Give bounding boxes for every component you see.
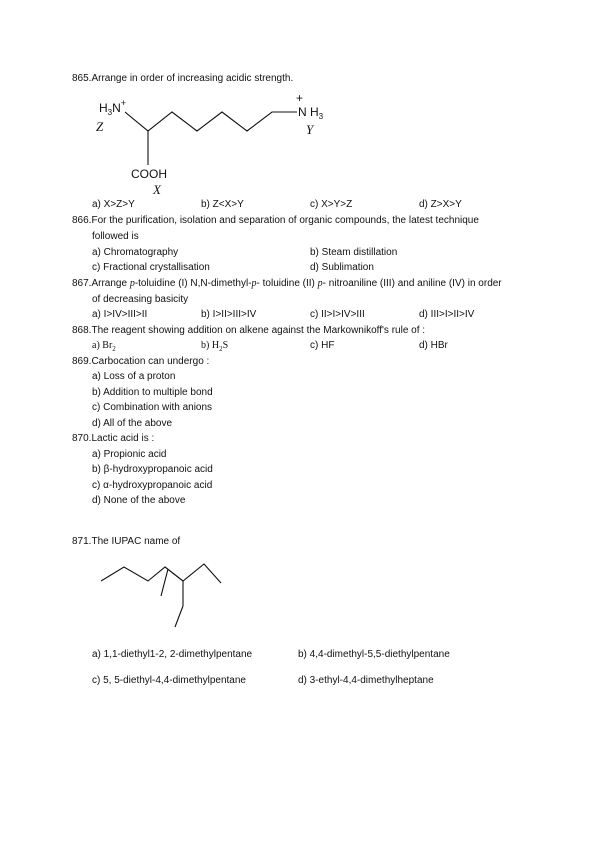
carboxyl-group: COOH bbox=[131, 167, 167, 181]
right-plus-sign: + bbox=[296, 91, 304, 105]
question-867-line1: 867.Arrange p-toluidine (I) N,N-dimethyl-p- toluidine (II) p- nitroaniline (III) and aniline (IV) in order bbox=[72, 278, 502, 289]
carbon-chain bbox=[125, 112, 297, 131]
q869-option-b[interactable]: b) Addition to multiple bond bbox=[92, 387, 213, 398]
label-z: Z bbox=[96, 119, 104, 134]
question-866-line1: 866.For the purification, isolation and separation of organic compounds, the latest technique bbox=[72, 215, 479, 226]
q870-option-b[interactable]: b) β-hydroxypropanoic acid bbox=[92, 464, 213, 475]
question-866-line2: followed is bbox=[92, 231, 139, 242]
q866-option-a[interactable]: a) Chromatography bbox=[92, 247, 179, 258]
question-869: 869.Carbocation can undergo : bbox=[72, 356, 210, 367]
right-amine-group: N $H_3$ bbox=[298, 105, 324, 121]
q871-option-c[interactable]: c) 5, 5-diethyl-4,4-dimethylpentane bbox=[92, 675, 246, 686]
label-x: X bbox=[153, 182, 161, 197]
q870-option-a[interactable]: a) Propionic acid bbox=[92, 449, 167, 460]
q869-option-a[interactable]: a) Loss of a proton bbox=[92, 371, 176, 382]
q866-option-d[interactable]: d) Sublimation bbox=[310, 262, 374, 273]
question-865: 865.Arrange in order of increasing acidic strength. bbox=[72, 73, 294, 84]
q867-option-d[interactable]: d) III>I>II>IV bbox=[419, 309, 475, 320]
q871-option-b[interactable]: b) 4,4-dimethyl-5,5-diethylpentane bbox=[298, 649, 450, 660]
label-y: Y bbox=[306, 122, 314, 137]
question-867-line2: of decreasing basicity bbox=[92, 294, 189, 305]
q870-option-c[interactable]: c) α-hydroxypropanoic acid bbox=[92, 480, 213, 491]
q866-option-c[interactable]: c) Fractional crystallisation bbox=[92, 262, 210, 273]
q868-option-a[interactable]: a) $Br_2$ bbox=[92, 340, 116, 353]
q868-option-b[interactable]: b) $H_2S$ bbox=[201, 340, 229, 353]
structure-871 bbox=[101, 564, 221, 627]
q868-option-c[interactable]: c) HF bbox=[310, 340, 335, 351]
q865-option-b[interactable]: b) Z<X>Y bbox=[201, 199, 244, 210]
q867-option-a[interactable]: a) I>IV>III>II bbox=[92, 309, 148, 320]
question-870: 870.Lactic acid is : bbox=[72, 433, 155, 444]
question-868: 868.The reagent showing addition on alkene against the Markownikoff's rule of : bbox=[72, 325, 426, 336]
q868-option-d[interactable]: d) HBr bbox=[419, 340, 448, 351]
q865-option-a[interactable]: a) X>Z>Y bbox=[92, 199, 135, 210]
q867-option-c[interactable]: c) II>I>IV>III bbox=[310, 309, 365, 320]
q869-option-d[interactable]: d) All of the above bbox=[92, 418, 173, 429]
left-amine-group: $H_3N^+$ bbox=[99, 98, 127, 117]
q867-option-b[interactable]: b) I>II>III>IV bbox=[201, 309, 257, 320]
q870-option-d[interactable]: d) None of the above bbox=[92, 495, 186, 506]
q865-option-d[interactable]: d) Z>X>Y bbox=[419, 199, 462, 210]
q866-option-b[interactable]: b) Steam distillation bbox=[310, 247, 398, 258]
question-871: 871.The IUPAC name of bbox=[72, 536, 181, 547]
q871-option-d[interactable]: d) 3-ethyl-4,4-dimethylheptane bbox=[298, 675, 434, 686]
q865-option-c[interactable]: c) X>Y>Z bbox=[310, 199, 353, 210]
q869-option-c[interactable]: c) Combination with anions bbox=[92, 402, 213, 413]
q871-option-a[interactable]: a) 1,1-diethyl1-2, 2-dimethylpentane bbox=[92, 649, 253, 660]
